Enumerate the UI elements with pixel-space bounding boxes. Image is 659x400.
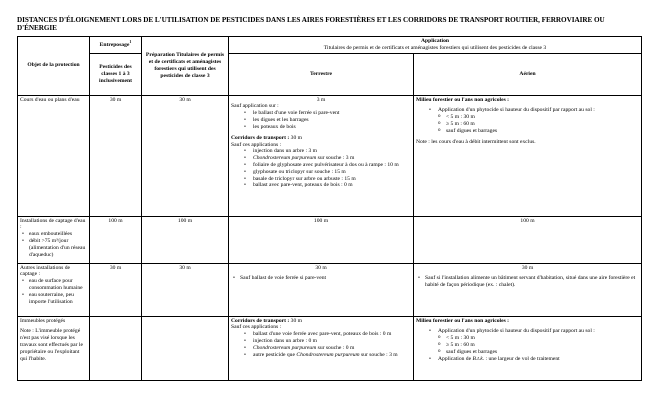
cell-terrestre: 30 m • Sauf ballast de voie ferrée si pare-vent	[229, 263, 414, 316]
list-item: • Sauf ballast de voie ferrée si pare-vent	[231, 275, 411, 282]
list-item: • ballast avec pare-vent, poteaux de bois : 0 m	[231, 182, 411, 189]
list-item: o < 5 m : 30 m	[416, 335, 639, 342]
list-item: o < 5 m : 30 m	[416, 114, 639, 121]
table-row	[18, 263, 642, 316]
cell-objet: Cours d'eau ou plans d'eau	[18, 95, 90, 216]
header-entreposage: Entreposage$^1$	[90, 37, 142, 54]
list-item: • eau de surface pour consommation humaine	[20, 278, 87, 292]
distances-table	[17, 36, 642, 381]
cell-entreposage: 100 m	[90, 216, 142, 263]
list-item: • foliaire de glyphosate avec pulvérisateur à dos ou à rampe : 10 m	[231, 162, 411, 169]
list-item: • injection dans un arbre : 3 m	[231, 148, 411, 155]
list-item: o ≥ 5 m : 60 m	[416, 342, 639, 349]
cell-objet: Autres installations de captage : • eau de surface pour consommation humaine • eau souterraine, peu importe l'utilisation	[18, 263, 90, 316]
document-title: DISTANCES D'ÉLOIGNEMENT LORS DE L'UTILISATION DE PESTICIDES DANS LES AIRES FORESTIÈRES ET LES CORRIDORS DE TRANSPORT ROUTIER, FERROVIAIRE OU D'ÉNERGIE	[17, 16, 605, 33]
list-item: • Application d'un phytocide si hauteur du dispositif par rapport au sol :	[416, 107, 639, 114]
header-objet: Objet de la protection	[18, 37, 90, 96]
list-item: • ballast d'une voie ferrée avec pare-vent, poteaux de bois : 0 m	[231, 331, 411, 338]
cell-terrestre: 100 m	[229, 216, 414, 263]
cell-aerien: 100 m	[414, 216, 642, 263]
table-row	[18, 216, 642, 263]
list-item: • les poteaux de bois	[231, 124, 411, 131]
list-item: o ≥ 5 m : 60 m	[416, 121, 639, 128]
cell-preparation: 30 m	[142, 263, 229, 316]
header-terrestre: Terrestre	[229, 53, 414, 95]
list-item: • Chondrostereum purpureum sur souche : 3 m	[231, 155, 411, 162]
cell-aerien: 30 m • Sauf si l'installation alimente un bâtiment servant d'habitation, situé dans une aire forestière et habité de façon périodique (ex. : chalet).	[414, 263, 642, 316]
cell-terrestre: 3 m Sauf application sur : • le ballast d'une voie ferrée si pare-vent • les digues et les barrages • les poteaux de bois Corridors de transport : 30 m Sauf ces applications : • injection dans un arbre : 3 m • Chondrostereum purpureum sur souche : 3 m • foliaire de glyphosate avec pulvérisateur à dos ou à rampe : 10 m • glyphosate ou triclopyr sur souche : 15 m • basale de triclopyr sur arbre ou arbuste : 15 m • ballast avec pare-vent, poteaux de bois : 0 m	[229, 95, 414, 216]
cell-objet: Immeubles protégés Note : L'immeuble protégé n'est pas visé lorsque les travaux sont effectués par le propriétaire ou l'exploitant qui l'habite.	[18, 316, 90, 380]
list-item: • Sauf si l'installation alimente un bâtiment servant d'habitation, situé dans une aire forestière et habité de façon périodique (ex. : chalet).	[416, 275, 639, 289]
list-item: • Application de B.t.k. : une largeur de vol de traitement	[416, 356, 639, 363]
list-item: • autre pesticide que Chondrostereum purpureum sur souche : 3 m	[231, 352, 411, 359]
header-entreposage-sub: Pesticides des classes 1 à 3 inclusivement	[90, 53, 142, 95]
cell-preparation: 30 m	[142, 95, 229, 216]
cell-entreposage: 30 m	[90, 263, 142, 316]
table-row	[18, 316, 642, 380]
header-application: Application Titulaires de permis et de certificats et aménagistes forestiers qui utilisent des pesticides de classe 3	[229, 37, 642, 54]
cell-aerien: Milieu forestier ou l'ans non agricoles : • Application d'un phytocide si hauteur du dispositif par rapport au sol : o < 5 m : 30 m o ≥ 5 m : 60 m o sauf digues et barrages • Application de B.t.k. : une largeur de vol de traitement	[414, 316, 642, 380]
list-item: o sauf digues et barrages	[416, 349, 639, 356]
list-item: • basale de triclopyr sur arbre ou arbuste : 15 m	[231, 176, 411, 183]
list-item: • glyphosate ou triclopyr sur souche : 15 m	[231, 169, 411, 176]
cell-entreposage	[90, 316, 142, 380]
header-row-2	[18, 53, 642, 95]
cell-aerien: Milieu forestier ou l'ans non agricoles : • Application d'un phytocide si hauteur du dispositif par rapport au sol : o < 5 m : 30 m o ≥ 5 m : 60 m o sauf digues et barrages Note : les cours d'eau à débit intermittent sont exclus.	[414, 95, 642, 216]
cell-preparation	[142, 316, 229, 380]
cell-terrestre: Corridors de transport : 30 m Sauf ces applications : • ballast d'une voie ferrée avec pare-vent, poteaux de bois : 0 m • injection dans un arbre : 0 m • Chondrostereum purpureum sur souche : 0 m • autre pesticide que Chondrostereum purpureum sur souche : 3 m	[229, 316, 414, 380]
cell-entreposage: 30 m	[90, 95, 142, 216]
list-item: • eaux embouteillées	[20, 231, 87, 238]
list-item: • injection dans un arbre : 0 m	[231, 338, 411, 345]
cell-objet: Installations de captage d'eau : • eaux embouteillées • débit >75 m³/jour (alimentation d'un réseau d'aqueduc)	[18, 216, 90, 263]
table-row	[18, 95, 642, 216]
list-item: • débit >75 m³/jour (alimentation d'un réseau d'aqueduc)	[20, 238, 87, 258]
list-item: • Chondrostereum purpureum sur souche : 0 m	[231, 345, 411, 352]
header-preparation: Préparation Titulaires de permis et de certificats et aménagistes forestiers qui utilisent des pesticides de classe 3	[142, 37, 229, 96]
list-item: • les digues et les barrages	[231, 117, 411, 124]
list-item: • Application d'un phytocide si hauteur du dispositif par rapport au sol :	[416, 328, 639, 335]
header-row-1	[18, 37, 642, 54]
list-item: • eau souterraine, peu importe l'utilisation	[20, 292, 87, 306]
list-item: o sauf digues et barrages	[416, 128, 639, 135]
cell-preparation: 100 m	[142, 216, 229, 263]
header-aerien: Aérien	[414, 53, 642, 95]
list-item: • le ballast d'une voie ferrée si pare-vent	[231, 110, 411, 117]
